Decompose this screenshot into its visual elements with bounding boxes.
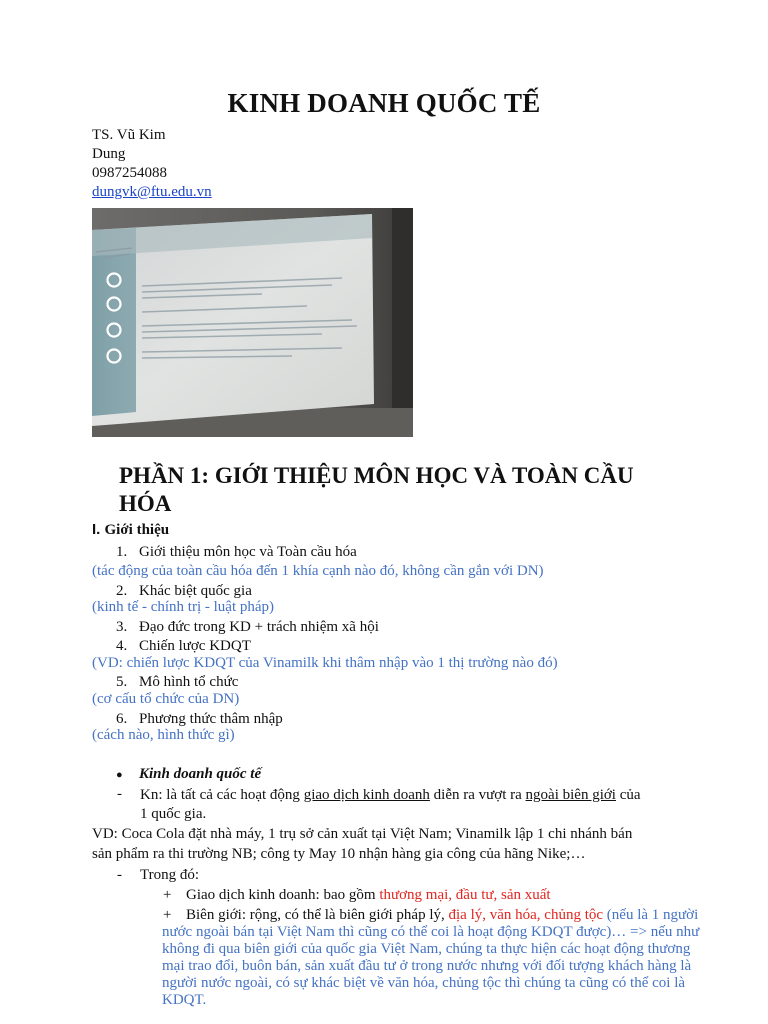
trong-do-label: Trong đó: [140, 867, 200, 883]
list-item-6-number: 6. [116, 711, 128, 727]
section-number: I. [92, 521, 101, 538]
slide-photo-graphic [92, 208, 413, 437]
kn-suffix: của [615, 787, 641, 803]
bullet-kdqt-title: Kinh doanh quốc tế [139, 766, 262, 782]
bien-gioi-blue-text: (nếu là 1 người [603, 907, 699, 923]
kn-prefix: Kn: là tất cả các hoạt động [140, 787, 304, 803]
bien-gioi-red-text: địa lý, văn hóa, chủng tộc [448, 907, 604, 923]
plus-marker-1: + [163, 887, 172, 903]
bien-gioi-line5: người nước ngoài, có sự khác biệt về văn hóa, chủng tộc thì chúng ta cũng có thể coi là [162, 975, 686, 991]
giao-dich-kinh-doanh-line [186, 886, 551, 905]
author-name-line2: Dung [92, 146, 126, 162]
list-item-1-text: Giới thiệu môn học và Toàn cầu hóa [139, 544, 357, 560]
list-item-5-text: Mô hình tổ chức [139, 674, 239, 690]
list-item-5-number: 5. [116, 674, 128, 690]
dash-marker-trong-do: - [117, 867, 122, 883]
list-item-1-number: 1. [116, 544, 128, 560]
author-phone: 0987254088 [92, 165, 167, 181]
kn-definition-line2: 1 quốc gia. [140, 806, 207, 822]
dash-marker-kn: - [117, 786, 122, 802]
example-line2: sản phẩm ra thi trường NB; công ty May 10 nhận hàng gia công của hãng Nike;… [92, 846, 586, 862]
section-heading [92, 521, 169, 539]
author-name-line1: TS. Vũ Kim [92, 127, 166, 143]
list-item-4-note: (VD: chiến lược KDQT của Vinamilk khi thâm nhập vào 1 thị trường nào đó) [92, 655, 558, 671]
list-item-2-text: Khác biệt quốc gia [139, 583, 252, 599]
list-item-1-note: (tác động của toàn cầu hóa đến 1 khía cạnh nào đó, không cần gắn với DN) [92, 563, 544, 579]
bien-gioi-line2: nước ngoài bán tại Việt Nam thì cũng có thể coi là hoạt động KDQT được)… => nếu như [162, 924, 700, 940]
author-email-link[interactable]: dungvk@ftu.edu.vn [92, 184, 212, 200]
plus-marker-2: + [163, 907, 172, 923]
list-item-4-number: 4. [116, 638, 128, 654]
part1-heading-line2: HÓA [119, 491, 172, 516]
list-item-5-note: (cơ cấu tổ chức của DN) [92, 691, 240, 707]
list-item-2-number: 2. [116, 583, 128, 599]
list-item-4-text: Chiến lược KDQT [139, 638, 251, 654]
list-item-3-number: 3. [116, 619, 128, 635]
kn-definition-line1 [140, 786, 641, 805]
bullet-dot-icon: ● [116, 769, 123, 781]
slide-photo [92, 208, 413, 437]
bien-gioi-prefix: Biên giới: rộng, có thể là biên giới pháp lý, [186, 907, 449, 923]
section-title: Giới thiệu [104, 522, 170, 538]
list-item-2-note: (kinh tế - chính trị - luật pháp) [92, 599, 275, 615]
giao-dich-prefix: Giao dịch kinh doanh: bao gồm [186, 887, 380, 903]
kn-underline-bien-gioi: ngoài biên giới [525, 787, 616, 803]
bien-gioi-line6: KDQT. [162, 992, 207, 1008]
bien-gioi-line4: mại trao đổi, buôn bán, sản xuất đầu tư ở trong nước nhưng với đối tượng khách hàng là [162, 958, 692, 974]
list-item-6-text: Phương thức thâm nhập [139, 711, 283, 727]
list-item-6-note: (cách nào, hình thức gì) [92, 727, 235, 743]
document-title: KINH DOANH QUỐC TẾ [227, 88, 541, 118]
kn-underline-giao-dich: giao dịch kinh doanh [303, 787, 430, 803]
example-line1: VD: Coca Cola đặt nhà máy, 1 trụ sở cản xuất tại Việt Nam; Vinamilk lập 1 chi nhánh bán [92, 826, 633, 842]
list-item-3-text: Đạo đức trong KD + trách nhiệm xã hội [139, 619, 379, 635]
bien-gioi-line3: không đi qua biên giới của quốc gia Việt Nam, chúng ta thực hiện các hoạt động thương [162, 941, 691, 957]
kn-mid: diễn ra vượt ra [429, 787, 526, 803]
giao-dich-red-text: thương mại, đầu tư, sản xuất [379, 887, 551, 903]
part1-heading-line1: PHẦN 1: GIỚI THIỆU MÔN HỌC VÀ TOÀN CẦU [119, 463, 634, 488]
